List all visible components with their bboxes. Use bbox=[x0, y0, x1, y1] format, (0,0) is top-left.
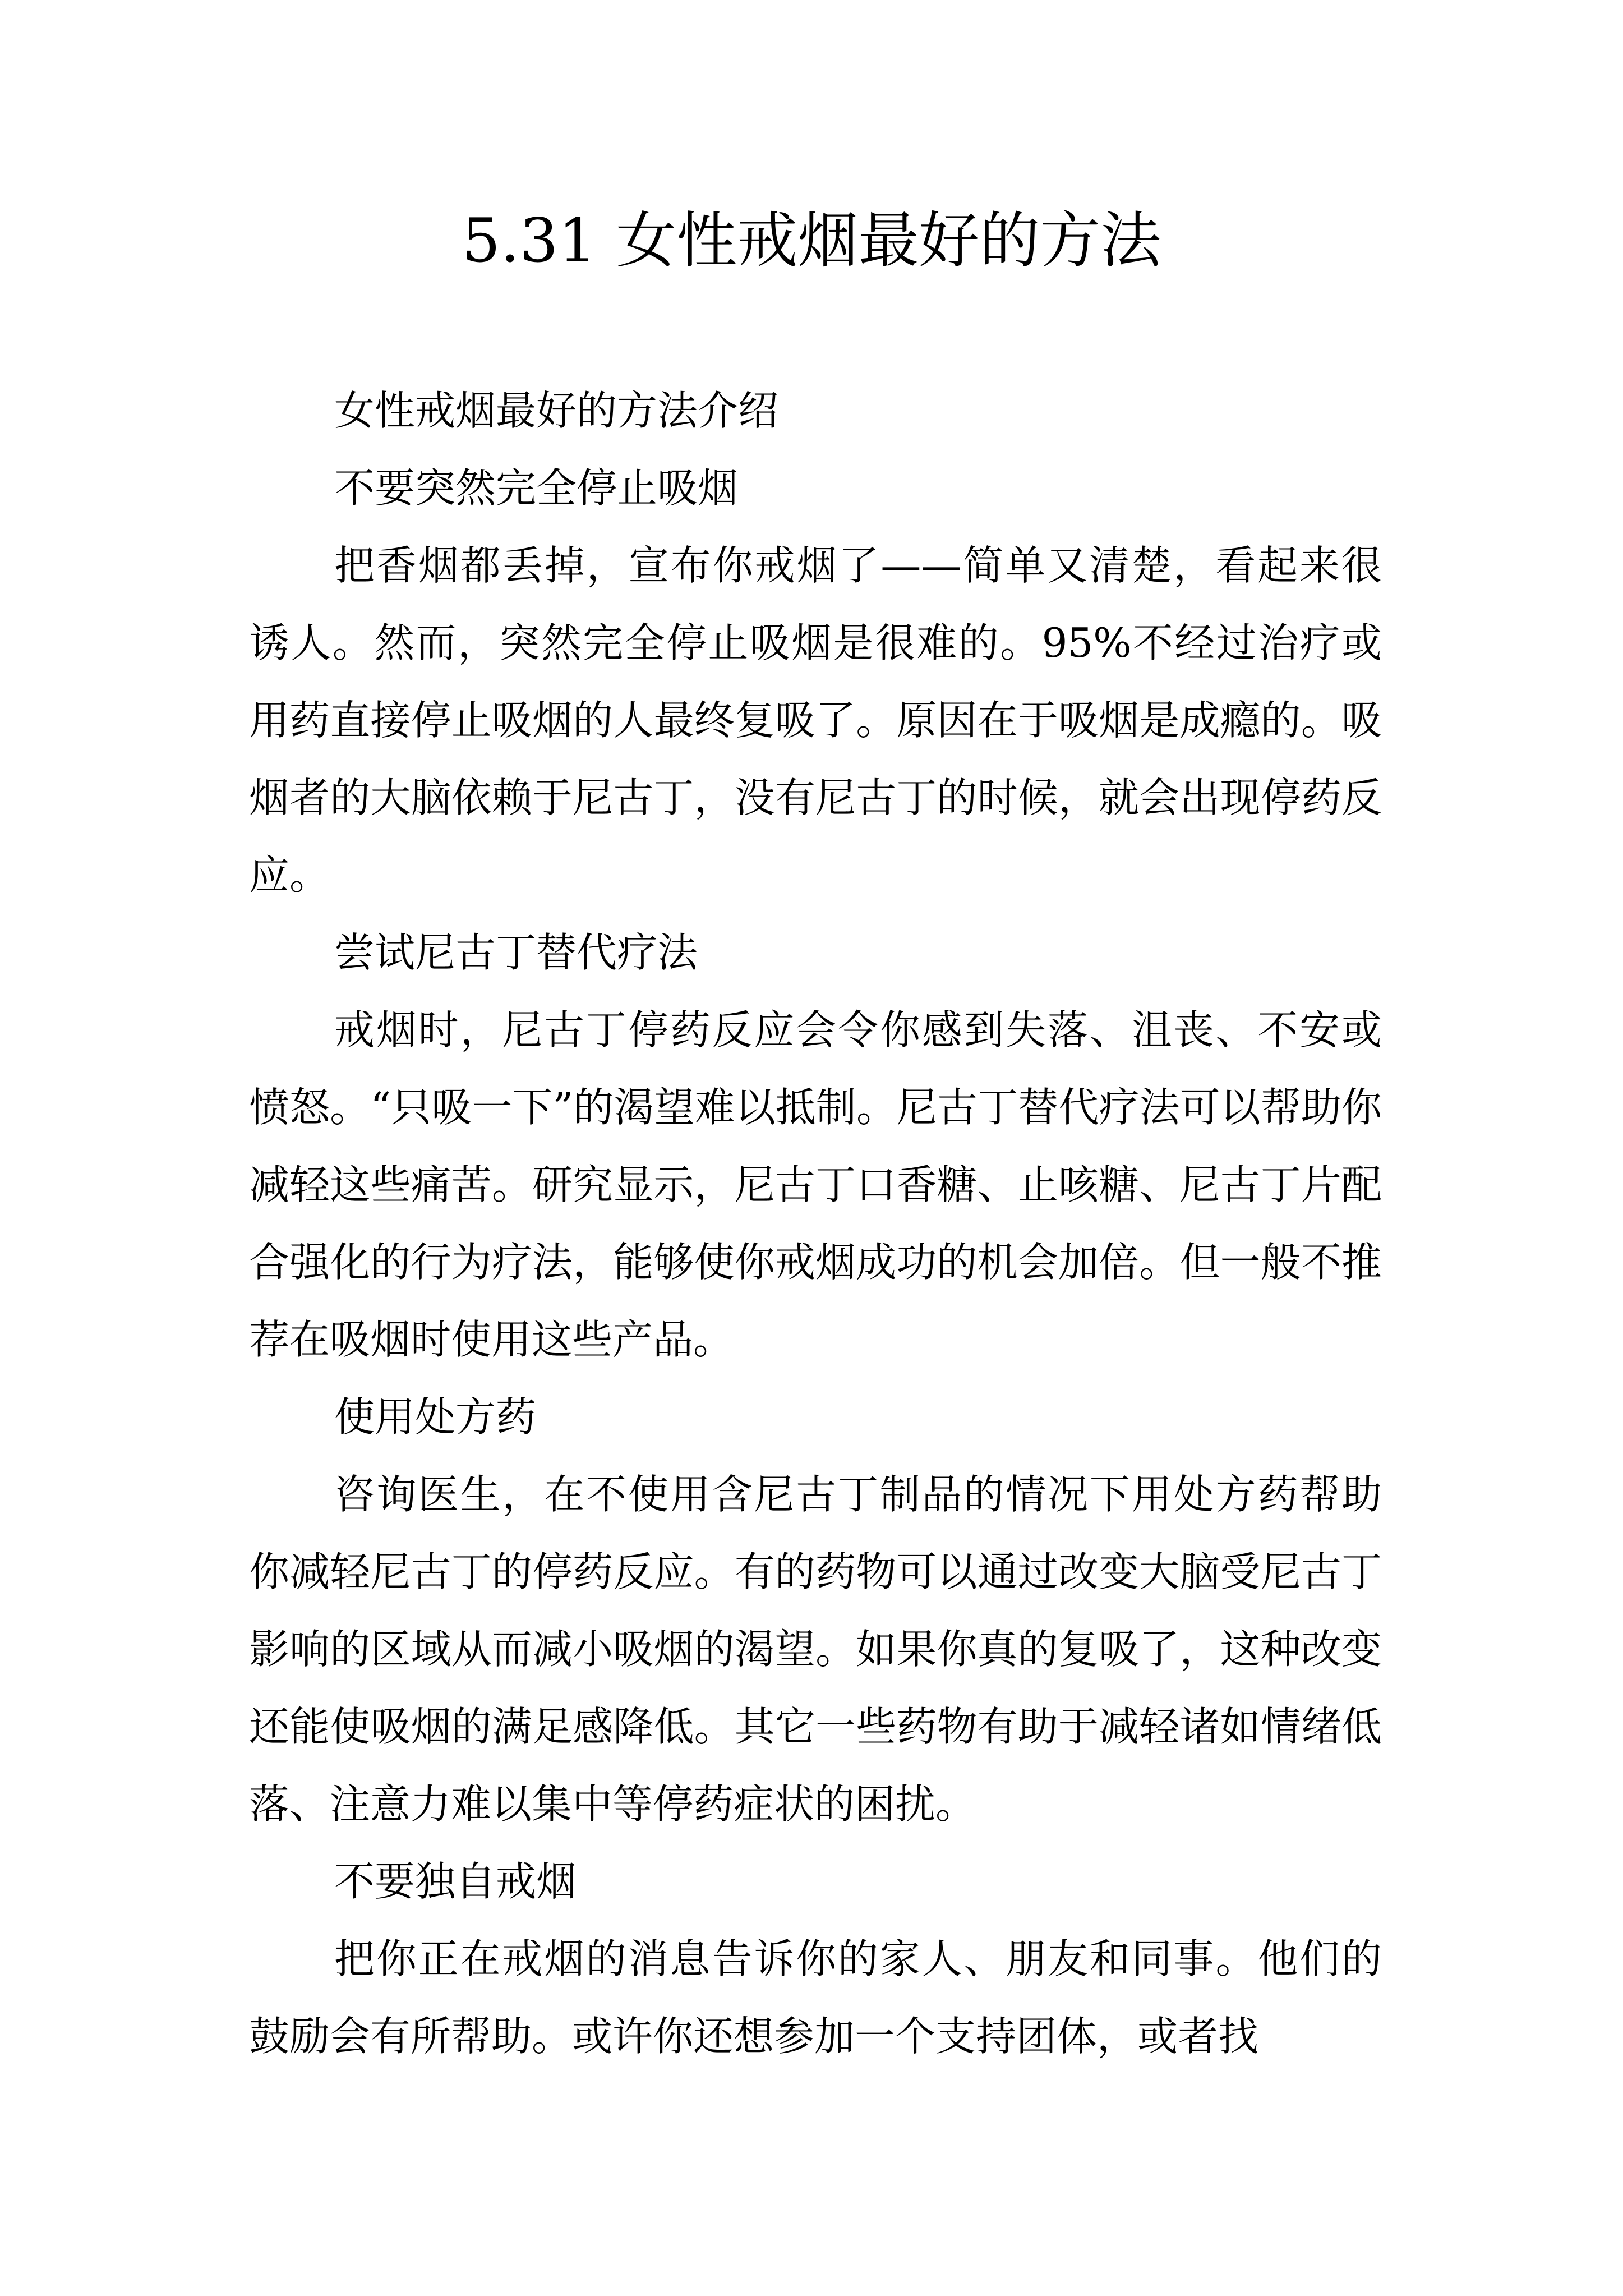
subheading-prescription: 使用处方药 bbox=[334, 1393, 537, 1441]
subheading-dont-quit-alone: 不要独自戒烟 bbox=[334, 1858, 577, 1905]
paragraph-nicotine-replacement: 戒烟时，尼古丁停药反应会令你感到失落、沮丧、不安或愤怒。“只吸一下”的渴望难以抵制。尼古丁替代疗法可以帮助你减轻这些痛苦。研究显示，尼古丁口香糖、止咳糖、尼古丁片配合强化的行为疗法，能够使你戒烟成功的机会加倍。但一般不推荐在吸烟时使用这些产品。 bbox=[249, 1006, 1382, 1363]
document-title: 5.31 女性戒烟最好的方法 bbox=[462, 206, 1161, 276]
subheading-intro: 女性戒烟最好的方法介绍 bbox=[334, 387, 779, 434]
paragraph-quit-suddenly: 把香烟都丢掉，宣布你戒烟了——简单又清楚，看起来很诱人。然而，突然完全停止吸烟是很难的。95%不经过治疗或用药直接停止吸烟的人最终复吸了。原因在于吸烟是成瘾的。吸烟者的大脑依赖于尼古丁，没有尼古丁的时候，就会出现停药反应。 bbox=[249, 542, 1382, 899]
paragraph-prescription: 咨询医生，在不使用含尼古丁制品的情况下用处方药帮助你减轻尼古丁的停药反应。有的药物可以通过改变大脑受尼古丁影响的区域从而减小吸烟的渴望。如果你真的复吸了，这种改变还能使吸烟的满足感降低。其它一些药物有助于减轻诸如情绪低落、注意力难以集中等停药症状的困扰。 bbox=[249, 1471, 1382, 1828]
paragraph-dont-quit-alone: 把你正在戒烟的消息告诉你的家人、朋友和同事。他们的鼓励会有所帮助。或许你还想参加一个支持团体，或者找 bbox=[249, 1935, 1382, 2060]
subheading-nicotine-replacement: 尝试尼古丁替代疗法 bbox=[334, 929, 698, 976]
subheading-dont-quit-suddenly: 不要突然完全停止吸烟 bbox=[334, 464, 739, 512]
document-body bbox=[249, 372, 1382, 2075]
